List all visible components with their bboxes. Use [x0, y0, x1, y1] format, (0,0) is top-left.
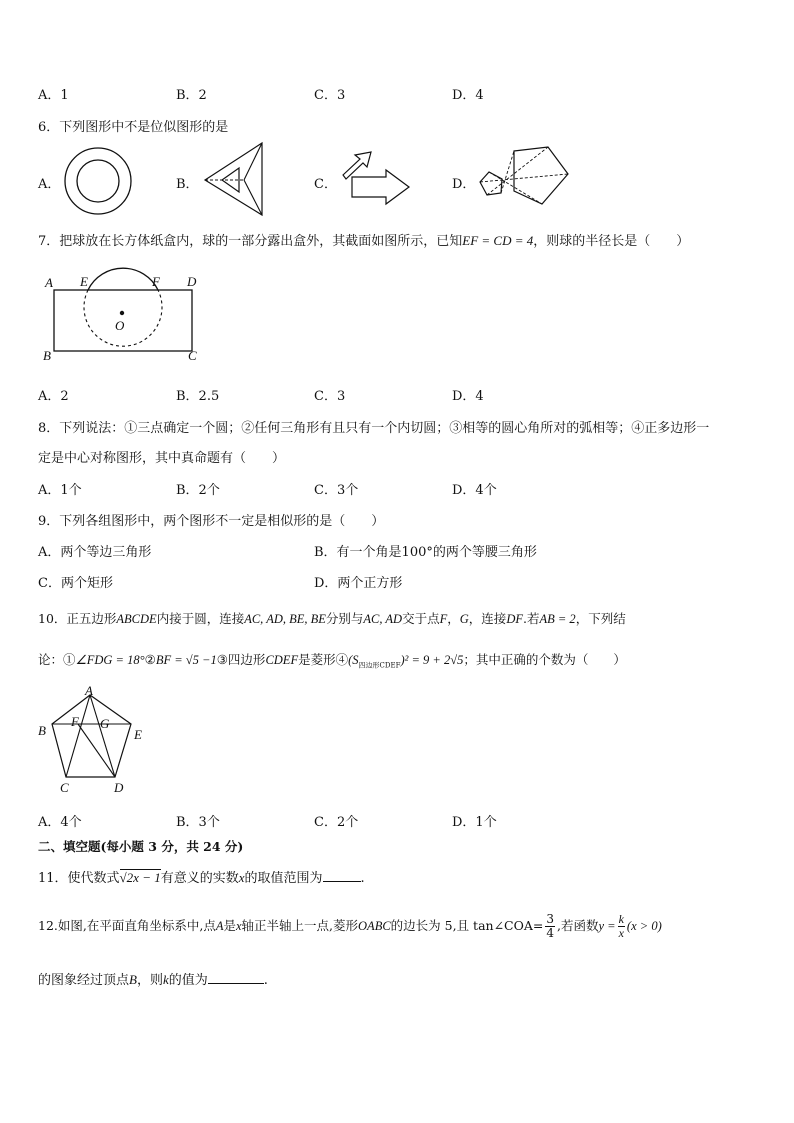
- q7-option-d: D．4: [452, 389, 484, 404]
- q10-text: ，: [447, 611, 460, 626]
- q12-text: 轴正半轴上一点,菱形: [241, 918, 359, 933]
- q10-option-a: A．4个: [38, 815, 82, 830]
- q12-answer-blank[interactable]: [208, 971, 264, 984]
- q8-option-d: D．4个: [452, 483, 497, 498]
- q11-text: 有意义的实数: [160, 871, 239, 886]
- q5-option-d: D．4: [452, 88, 484, 103]
- q6-stem: 6．下列图形中不是位似图形的是: [38, 120, 229, 135]
- q10-math: AC, AD: [363, 612, 403, 626]
- q12-text: 的图象经过顶点: [38, 973, 130, 988]
- q12-math: OABC: [358, 919, 391, 933]
- q11-text: .: [360, 871, 365, 886]
- q10-math: ABCDE: [116, 612, 157, 626]
- q10-text: 交于点: [402, 611, 440, 626]
- q12-frac-den: 4: [546, 926, 554, 940]
- q10-math-subscript: 四边形CDEF: [358, 661, 401, 670]
- q7-label-c: C: [188, 348, 197, 363]
- q10-label-a: A: [85, 683, 93, 698]
- q12-text: .: [263, 973, 268, 988]
- q11-text: 11．使代数式: [38, 871, 120, 886]
- q10-math: F: [439, 612, 448, 626]
- q9-option-a: A．两个等边三角形: [38, 545, 152, 560]
- q12-text: 的边长为 5,且 tan∠COA=: [390, 918, 544, 933]
- q10-math: CDEF: [265, 653, 299, 667]
- q8-stem-line2: 定是中心对称图形，其中真命题有（ ）: [38, 451, 286, 466]
- q7-label-d: D: [187, 274, 197, 289]
- q12-stem-line1: [38, 913, 662, 940]
- q12-math: y =: [598, 919, 616, 933]
- q12-stem-line2: [38, 969, 268, 988]
- q10-text: 10．正五边形: [38, 611, 117, 626]
- q11-stem: [38, 867, 365, 886]
- q7-figure-box-with-ball: [38, 272, 208, 367]
- q7-label-b: B: [43, 348, 51, 363]
- q10-text: ③四边形: [216, 652, 266, 667]
- q10-option-d: D．1个: [452, 815, 497, 830]
- q10-text: ，连接: [468, 611, 507, 626]
- q8-option-a: A．1个: [38, 483, 82, 498]
- q7-label-o: O: [115, 318, 125, 333]
- q10-math: AB = 2: [539, 612, 576, 626]
- q10-figure-pentagon: [36, 683, 156, 796]
- q6-label-a: A．: [38, 177, 61, 192]
- q10-text: 是菱形④: [298, 652, 349, 667]
- q7-option-b: B．2.5: [176, 389, 220, 404]
- section-heading: 二、填空题(每小题 3 分，共 24 分): [38, 839, 244, 854]
- q10-option-b: B．3个: [176, 815, 220, 830]
- q10-math: G: [459, 612, 469, 626]
- q12-frac-num: 3: [546, 912, 554, 926]
- q12-fraction-tan: [545, 913, 555, 940]
- q7-stem-post: ，则球的半径长是（ ）: [533, 234, 690, 249]
- q12-math: k: [162, 972, 169, 987]
- q12-text: ,若函数: [557, 918, 599, 933]
- q8-option-c: C．3个: [314, 483, 359, 498]
- q10-text: ，下列结: [575, 611, 626, 626]
- q10-text: 论：①: [38, 652, 76, 667]
- q10-text: ；其中正确的个数为（ ）: [463, 652, 626, 667]
- q11-math-sqrt: √2x − 1: [119, 870, 161, 885]
- q10-stem-line2: [38, 650, 626, 671]
- q12-text: ，则: [136, 973, 163, 988]
- q7-label-e: E: [80, 274, 88, 289]
- q6-label-c: C．: [314, 177, 337, 192]
- q10-text: .若: [522, 611, 540, 626]
- q10-label-c: C: [60, 780, 69, 795]
- q10-label-f: F: [71, 714, 79, 729]
- q8-stem-line1: 8．下列说法：①三点确定一个圆；②任何三角形有且只有一个内切圆；③相等的圆心角所对的弧相等；④正多边形一: [38, 421, 710, 436]
- q10-label-d: D: [114, 780, 124, 795]
- q10-math: )² = 9 + 2√5: [400, 653, 464, 667]
- q6-figure-c-arrows: [338, 150, 418, 210]
- q12-math: B: [129, 972, 137, 987]
- q9-option-b: B．有一个角是100°的两个等腰三角形: [314, 545, 537, 560]
- q6-label-d: D．: [452, 177, 476, 192]
- q10-label-g: G: [100, 716, 110, 731]
- q11-math: x: [238, 870, 245, 885]
- q7-label-a: A: [45, 275, 53, 290]
- q10-text: ②: [144, 652, 156, 667]
- q7-option-c: C．3: [314, 389, 346, 404]
- q12-kfrac-den: x: [618, 926, 624, 940]
- q10-math: (S: [348, 653, 359, 667]
- q10-math: ∠FDG = 18°: [75, 653, 145, 667]
- q10-option-c: C．2个: [314, 815, 359, 830]
- q7-stem-pre: 7．把球放在长方体纸盒内，球的一部分露出盒外，其截面如图所示，已知: [38, 234, 463, 249]
- q10-label-e: E: [134, 727, 142, 742]
- q12-fraction-kx: [618, 913, 625, 940]
- q7-option-a: A．2: [38, 389, 69, 404]
- q10-stem-line1: [38, 609, 626, 627]
- q11-text: 的取值范围为: [244, 871, 323, 886]
- q6-figure-d-pentagons: [470, 143, 585, 215]
- q6-figure-a-concentric-circles: [60, 145, 140, 217]
- q9-option-c: C．两个矩形: [38, 576, 113, 591]
- q10-text: 分别与: [325, 611, 364, 626]
- q7-label-f: F: [152, 274, 160, 289]
- q7-stem-math: EF = CD = 4: [462, 233, 534, 248]
- q12-text: 的值为: [168, 973, 208, 988]
- q12-math: x: [235, 919, 242, 933]
- q8-option-b: B．2个: [176, 483, 220, 498]
- q10-math: BF = √5 −1: [155, 653, 217, 667]
- q5-option-b: B．2: [176, 88, 207, 103]
- q10-math: AC, AD, BE, BE: [244, 612, 326, 626]
- q12-text: 是: [223, 918, 236, 933]
- q10-label-b: B: [38, 723, 46, 738]
- q6-figure-b-homothetic-triangles: [200, 140, 270, 220]
- q10-math: DF: [506, 612, 523, 626]
- q5-option-c: C．3: [314, 88, 346, 103]
- q11-answer-blank[interactable]: [323, 869, 361, 882]
- q5-option-a: A．1: [38, 88, 69, 103]
- q6-label-b: B．: [176, 177, 199, 192]
- q10-text: 内接于圆，连接: [156, 611, 245, 626]
- q12-text: 12.如图,在平面直角坐标系中,点: [38, 918, 216, 933]
- q9-stem: 9．下列各组图形中，两个图形不一定是相似形的是（ ）: [38, 514, 385, 529]
- q12-math: A: [215, 919, 224, 933]
- q7-stem: [38, 230, 689, 249]
- q12-kfrac-num: k: [618, 912, 624, 926]
- q9-option-d: D．两个正方形: [314, 576, 403, 591]
- q12-math: (x > 0): [626, 919, 662, 933]
